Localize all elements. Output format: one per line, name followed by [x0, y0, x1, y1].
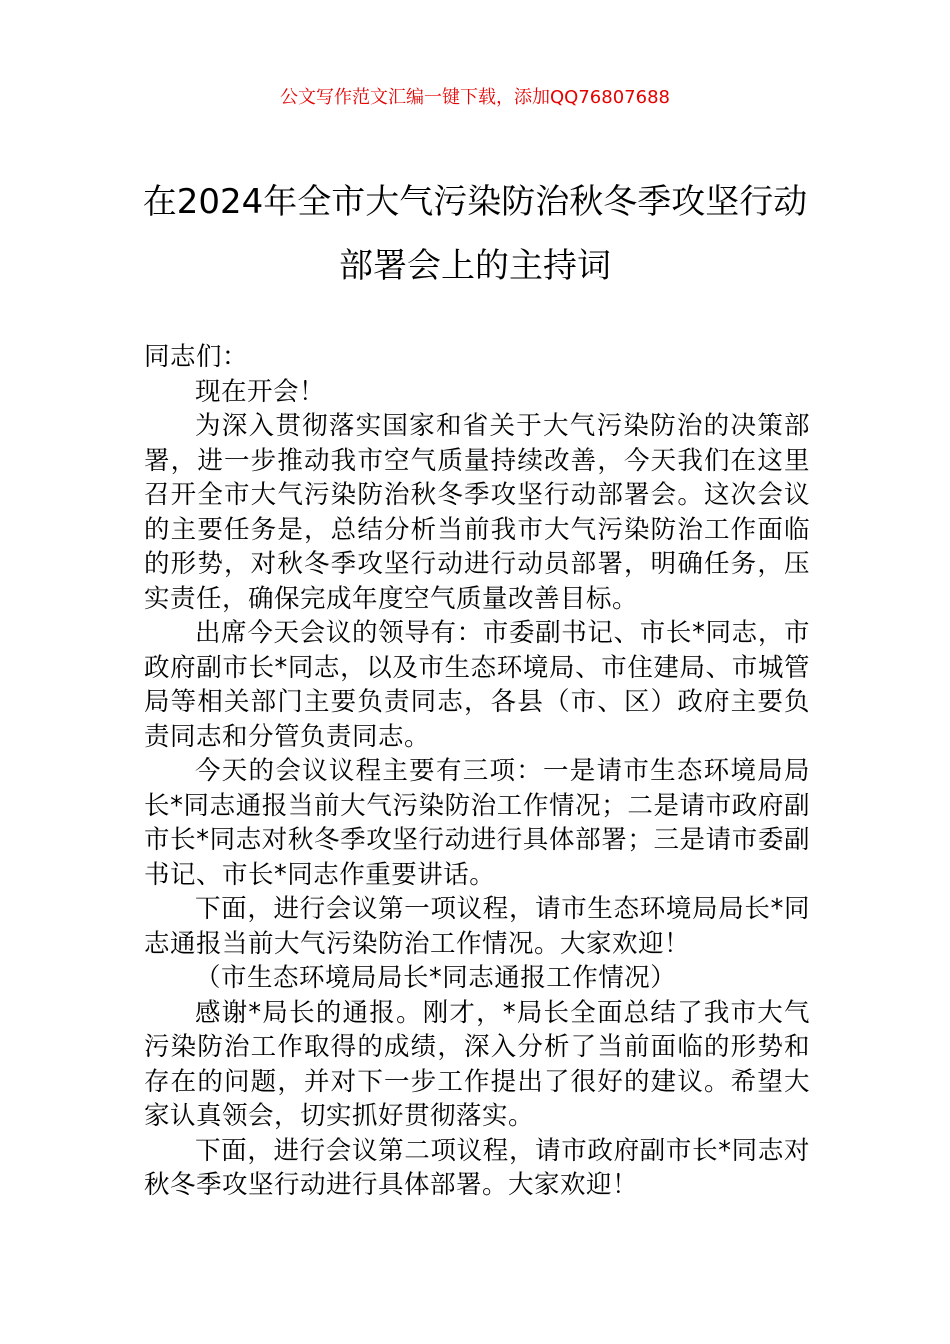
paragraph-stage-note: （市生态环境局局长*同志通报工作情况） [195, 963, 677, 993]
paragraph-opening: 现在开会！ [195, 376, 326, 407]
paragraph-attendees: 出席今天会议的领导有：市委副书记、市长*同志，市政府副市长*同志，以及市生态环境局、市住建局、市城管局等相关部门主要负责同志，各县（市、区）政府主要负责同志和分管负责同志。 [144, 618, 810, 752]
document-title: 在2024年全市大气污染防治秋冬季攻坚行动部署会上的主持词 [142, 182, 808, 286]
paragraph-thanks: 感谢*局长的通报。刚才，*局长全面总结了我市大气污染防治工作取得的成绩，深入分析了当前面临的形势和存在的问题，并对下一步工作提出了很好的建议。希望大家认真领会，切实抓好贯彻落实。 [144, 997, 810, 1131]
paragraph-agenda: 今天的会议议程主要有三项：一是请市生态环境局局长*同志通报当前大气污染防治工作情况；二是请市政府副市长*同志对秋冬季攻坚行动进行具体部署；三是请市委副书记、市长*同志作重要讲话。 [144, 756, 810, 890]
paragraph-agenda-item-2: 下面，进行会议第二项议程，请市政府副市长*同志对秋冬季攻坚行动进行具体部署。大家欢迎！ [144, 1135, 810, 1200]
salutation: 同志们： [144, 342, 249, 372]
paragraph-purpose: 为深入贯彻落实国家和省关于大气污染防治的决策部署，进一步推动我市空气质量持续改善，今天我们在这里召开全市大气污染防治秋冬季攻坚行动部署会。这次会议的主要任务是，总结分析当前我市大气污染防治工作面临的形势，对秋冬季攻坚行动进行动员部署，明确任务，压实责任，确保完成年度空气质量改善目标。 [144, 411, 810, 614]
download-promo-note: 公文写作范文汇编一键下载，添加QQ76807688 [280, 87, 670, 108]
paragraph-agenda-item-1: 下面，进行会议第一项议程，请市生态环境局局长*同志通报当前大气污染防治工作情况。大家欢迎！ [144, 894, 810, 959]
document-body [144, 340, 810, 1203]
